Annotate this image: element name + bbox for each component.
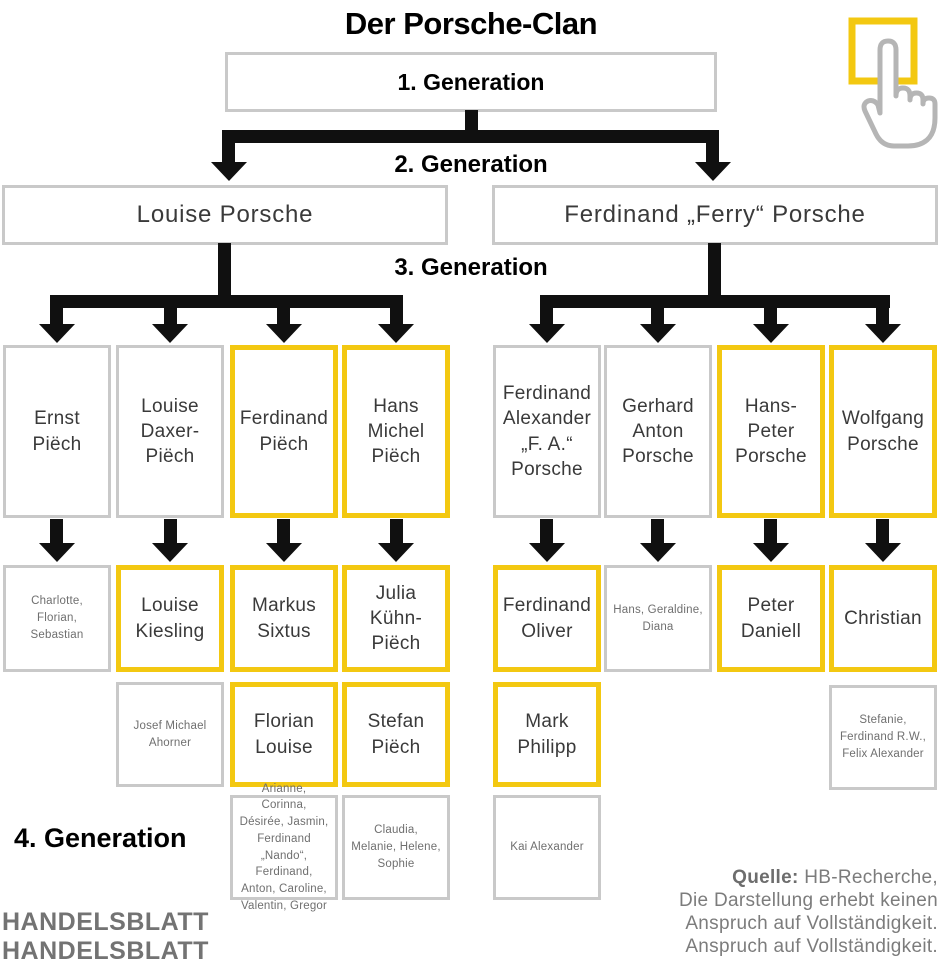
person-box-ferdinand-piech[interactable] [230,345,338,518]
tap-hand-icon [840,14,937,152]
person-names: Charlotte, Florian, Sebastian [30,595,84,641]
person-box-josef-michael-ahorner [116,682,224,787]
person-name: Ferdinand Alexander „F. A.“ Porsche [502,383,592,480]
source-label: Quelle: [732,867,799,888]
arrow-head [378,324,414,343]
arrow-head [378,543,414,562]
person-box-ernst-piech [3,345,111,518]
arrow-head [640,543,676,562]
gen1-label: 1. Generation [397,68,545,95]
arrow-shaft [50,519,63,545]
person-box-hans-geraldine-diana [604,565,712,672]
arrow-shaft [50,306,63,326]
person-names: Kai Alexander [510,841,584,854]
source-clipped-line: Anspruch auf Vollständigkeit. [685,936,938,957]
person-names: Arianne, Corinna, Désirée, Jasmin, Ferdinand „Nando“, Ferdinand, Anton, Caroline, Valentin, Gregor [239,782,329,912]
arrow-head [529,543,565,562]
arrow-shaft [390,306,403,326]
arrow-shaft [764,519,777,545]
person-box-sixtus-children [230,782,338,912]
person-box-gerhard-anton-porsche [604,345,712,518]
arrow-shaft [764,306,777,326]
arrow-head [865,324,901,343]
gen3-label: 3. Generation [394,254,548,281]
arrow-shaft [164,519,177,545]
connector-hbar [50,295,403,308]
person-box-christian[interactable] [829,565,937,672]
handelsblatt-logo-clipped-line: HANDELSBLATT [2,937,209,965]
person-names: Hans, Geraldine, Diana [613,603,703,633]
handelsblatt-logo: HANDELSBLATT [2,908,209,936]
source-note [478,866,938,958]
person-name: Hans Michel Piëch [367,395,425,468]
source-line-2: Die Darstellung erhebt keinen [678,890,938,911]
person-box-florian-louise[interactable] [230,682,338,787]
person-box-louise-daxer-piech [116,345,224,518]
tap-hand-icon-svg [840,14,937,152]
arrow-head [266,543,302,562]
arrow-head [152,543,188,562]
person-box-peter-daniell[interactable] [717,565,825,672]
person-name: Hans-Peter Porsche [735,395,807,468]
person-name: Ferdinand Oliver [502,595,592,642]
person-name: Florian Louise [253,711,315,758]
arrow-head [152,324,188,343]
person-name: Louise Porsche [136,201,314,228]
person-names: Claudia, Melanie, Helene, Sophie [351,824,441,870]
gen1-box [225,52,717,112]
arrow-head [753,543,789,562]
arrow-head [753,324,789,343]
arrow-head [266,324,302,343]
person-name: Louise Kiesling [135,595,205,642]
person-name: Julia Kühn-Piëch [369,582,423,655]
person-name: Ernst Piëch [32,408,82,455]
arrow-shaft [277,519,290,545]
page-title: Der Porsche-Clan [344,6,598,41]
person-name: Mark Philipp [517,711,577,758]
person-box-markus-sixtus[interactable] [230,565,338,672]
person-box-ferdinand-ferry-porsche [492,185,938,245]
arrow-head [865,543,901,562]
arrow-head [39,324,75,343]
person-box-wolfgang-porsche[interactable] [829,345,937,518]
person-box-claudia-melanie-helene-sophie [342,795,450,900]
person-box-hans-peter-porsche[interactable] [717,345,825,518]
arrow-shaft [540,519,553,545]
arrow-shaft [390,519,403,545]
arrow-head [640,324,676,343]
person-box-mark-philipp[interactable] [493,682,601,787]
person-box-stefan-piech[interactable] [342,682,450,787]
person-name: Wolfgang Porsche [841,408,925,455]
person-box-stefanie-ferdinand-felix [829,685,937,790]
arrow-shaft [876,519,889,545]
arrow-shaft [164,306,177,326]
source-line-3: Anspruch auf Vollständigkeit. [685,913,938,934]
arrow-head [39,543,75,562]
person-box-fa-porsche [493,345,601,518]
arrow-shaft [540,306,553,326]
person-name: Peter Daniell [740,595,802,642]
person-name: Louise Daxer-Piëch [140,395,200,468]
person-name: Christian [844,607,922,629]
arrow-shaft [277,306,290,326]
gen2-label: 2. Generation [394,151,548,178]
person-name: Ferdinand „Ferry“ Porsche [564,201,866,228]
person-box-ferdinand-oliver[interactable] [493,565,601,672]
person-name: Markus Sixtus [251,595,317,642]
person-box-hans-michel-piech[interactable] [342,345,450,518]
arrow-head [529,324,565,343]
arrow-shaft [876,306,889,326]
person-name: Stefan Piëch [367,711,425,758]
connector-stub [465,110,478,132]
person-names: Stefanie, Ferdinand R.W., Felix Alexander [839,714,927,760]
person-name: Gerhard Anton Porsche [622,395,694,468]
person-name: Ferdinand Piëch [239,408,329,455]
person-box-louise-porsche [2,185,448,245]
person-names: Josef Michael Ahorner [133,719,207,749]
connector-hbar [222,130,719,143]
person-box-charlotte-florian-sebastian [3,565,111,672]
arrow-shaft [651,306,664,326]
connector-hbar [540,295,890,308]
source-line-1: Quelle: HB-Recherche, [732,867,938,888]
gen4-label: 4. Generation [14,823,187,853]
arrow-shaft [651,519,664,545]
person-box-louise-kiesling[interactable] [116,565,224,672]
person-box-julia-kuehn-piech[interactable] [342,565,450,672]
